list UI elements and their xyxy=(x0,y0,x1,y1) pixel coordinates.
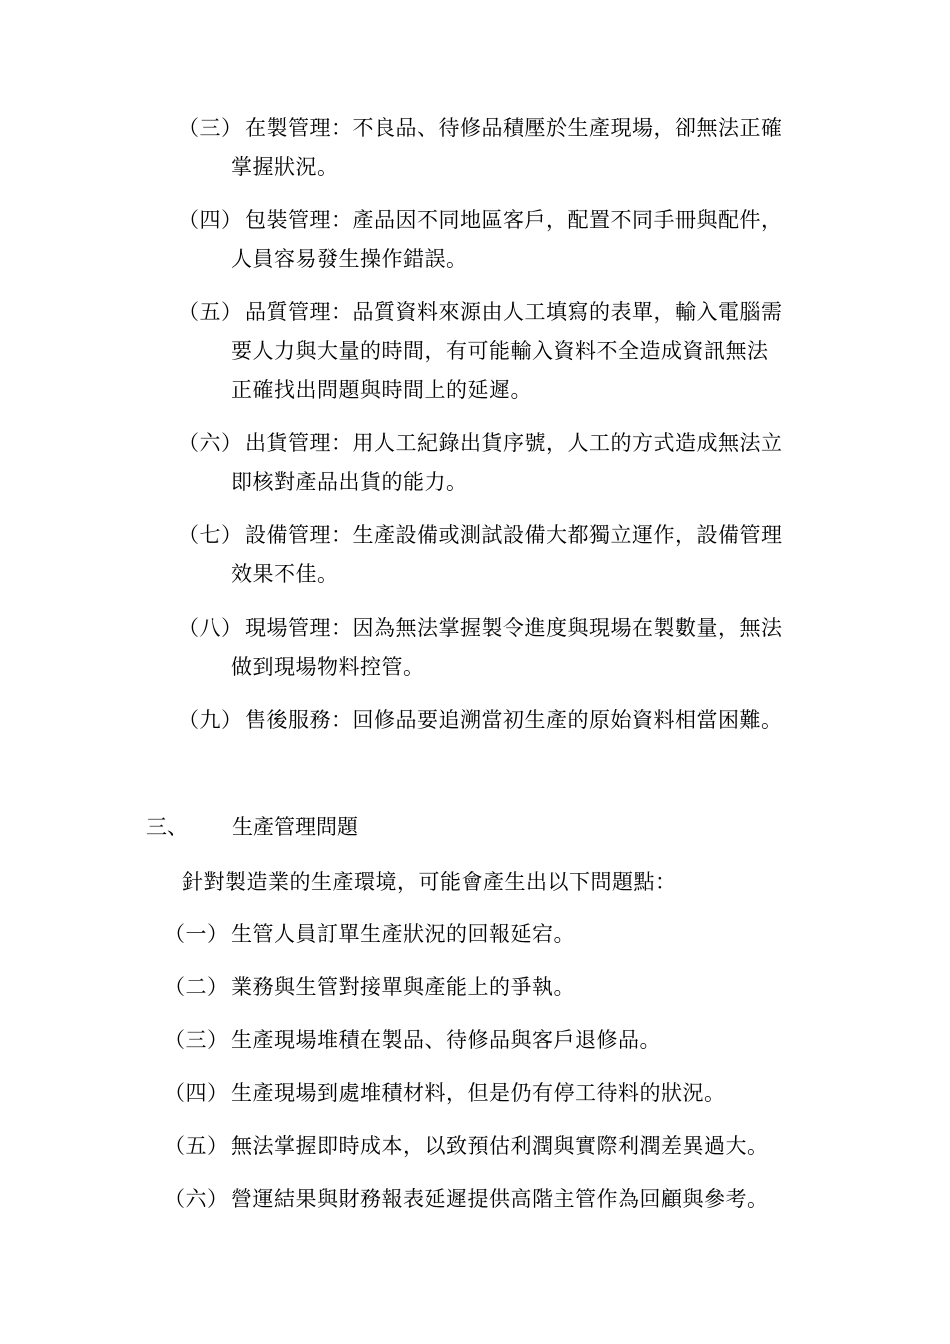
list-marker: （九） xyxy=(178,708,243,732)
list-marker: （六） xyxy=(178,431,243,455)
list-item-text: 掌握狀況。 xyxy=(231,155,339,179)
list-item-text: 無法掌握即時成本，以致預估利潤與實際利潤差異過大。 xyxy=(231,1134,769,1158)
list-item-text: 出貨管理：用人工紀錄出貨序號，人工的方式造成無法立 xyxy=(245,431,783,455)
list-marker: （六） xyxy=(164,1187,229,1211)
list-item-text: 生產現場到處堆積材料，但是仍有停工待料的狀況。 xyxy=(231,1081,726,1105)
section-intro: 針對製造業的生產環境，可能會產生出以下問題點： xyxy=(182,870,677,894)
list-marker: （三） xyxy=(178,116,243,140)
list-marker: （四） xyxy=(178,208,243,232)
list-item-text: 現場管理：因為無法掌握製令進度與現場在製數量，無法 xyxy=(245,616,783,640)
list-marker: （八） xyxy=(178,616,243,640)
section-number: 三、 xyxy=(146,815,188,839)
list-marker: （三） xyxy=(164,1028,229,1052)
list-marker: （一） xyxy=(164,922,229,946)
list-item-text: 要人力與大量的時間，有可能輸入資料不全造成資訊無法 xyxy=(231,339,769,363)
list-item-text: 效果不佳。 xyxy=(231,562,339,586)
list-item-text: 品質管理：品質資料來源由人工填寫的表單，輸入電腦需 xyxy=(245,300,783,324)
list-item-text: 業務與生管對接單與產能上的爭執。 xyxy=(231,975,575,999)
list-item-text: 即核對產品出貨的能力。 xyxy=(231,470,468,494)
list-item-text: 做到現場物料控管。 xyxy=(231,655,425,679)
list-item-text: 人員容易發生操作錯誤。 xyxy=(231,247,468,271)
list-item-text: 售後服務：回修品要追溯當初生產的原始資料相當困難。 xyxy=(245,708,783,732)
list-marker: （四） xyxy=(164,1081,229,1105)
list-item-text: 在製管理：不良品、待修品積壓於生產現場，卻無法正確 xyxy=(245,116,783,140)
section-title: 生產管理問題 xyxy=(232,815,358,839)
list-marker: （二） xyxy=(164,975,229,999)
list-item-text: 生產現場堆積在製品、待修品與客戶退修品。 xyxy=(231,1028,661,1052)
list-item-text: 正確找出問題與時間上的延遲。 xyxy=(231,378,532,402)
list-marker: （七） xyxy=(178,523,243,547)
list-item-text: 設備管理：生產設備或測試設備大都獨立運作，設備管理 xyxy=(245,523,783,547)
list-item-text: 營運結果與財務報表延遲提供高階主管作為回顧與參考。 xyxy=(231,1187,769,1211)
list-marker: （五） xyxy=(164,1134,229,1158)
list-marker: （五） xyxy=(178,300,243,324)
list-item-text: 生管人員訂單生產狀況的回報延宕。 xyxy=(231,922,575,946)
list-item-text: 包裝管理：產品因不同地區客戶，配置不同手冊與配件， xyxy=(245,208,783,232)
